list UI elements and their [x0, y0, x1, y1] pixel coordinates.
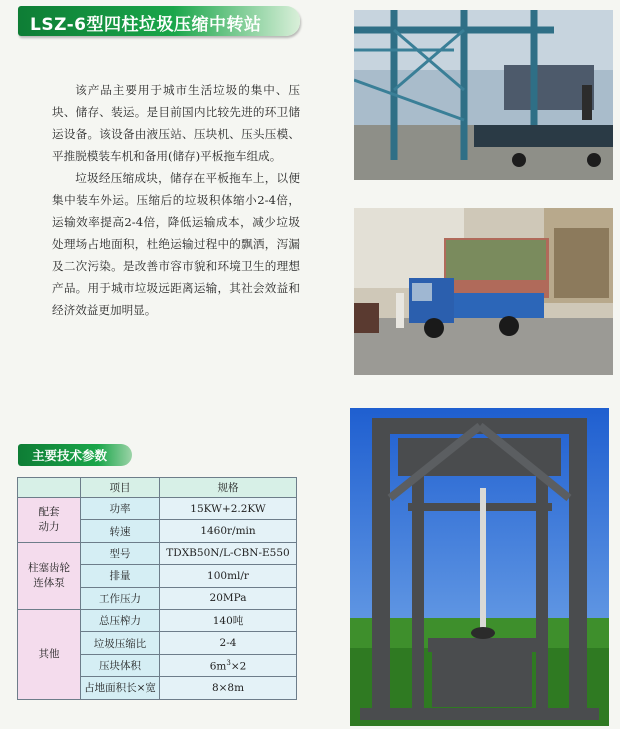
- photo-garbage-truck: [354, 208, 613, 375]
- item-cell: 垃圾压缩比: [81, 632, 160, 654]
- title-banner: [18, 6, 300, 36]
- item-cell: 排量: [81, 565, 160, 587]
- value-cell: 100ml/r: [160, 565, 297, 587]
- value-cell: 20MPa: [160, 587, 297, 609]
- intro-paragraph-1: 该产品主要用于城市生活垃圾的集中、压块、储存、装运。是目前国内比较先进的环卫储运设备。该设备由液压站、压块机、压头压模、平推脱模装车机和备用(储存)平板拖车组成。: [52, 83, 300, 163]
- group-cell-pump: 柱塞齿轮 连体泵: [18, 542, 81, 609]
- value-cell: TDXB50N/L-CBN-E550: [160, 542, 297, 564]
- item-cell: 工作压力: [81, 587, 160, 609]
- intro-paragraph-2: 垃圾经压缩成块，储存在平板拖车上，以便集中装车外运。压缩后的垃圾积体缩小2-4倍，运输效率提高2-4倍，降低运输成本，减少垃圾处理场占地面积，杜绝运输过程中的飘洒，泻漏及二次污染。是改善市容市貌和环境卫生的理想产品。用于城市垃圾远距离运输，其社会效益和经济效益更加明显。: [52, 171, 300, 317]
- value-cell: $6m^3\times 2$: [160, 654, 297, 676]
- item-cell: 占地面积长×宽: [81, 677, 160, 699]
- item-cell: 型号: [81, 542, 160, 564]
- group-cell-power: 配套 动力: [18, 498, 81, 543]
- table-row: [18, 609, 297, 631]
- photo-station-structure: [354, 10, 613, 180]
- value-cell: 140吨: [160, 609, 297, 631]
- table-header-row: [18, 478, 297, 498]
- specs-section-title: 主要技术参数: [32, 448, 108, 463]
- header-cell-item: 项目: [81, 478, 160, 498]
- header-cell-blank: [18, 478, 81, 498]
- header-cell-spec: 规格: [160, 478, 297, 498]
- item-cell: 转速: [81, 520, 160, 542]
- item-cell: 功率: [81, 498, 160, 520]
- group-cell-other: 其他: [18, 609, 81, 699]
- specs-section-tag: [18, 444, 132, 466]
- intro-text: [52, 79, 300, 321]
- item-cell: 总压榨力: [81, 609, 160, 631]
- table-row: [18, 542, 297, 564]
- value-cell: 2-4: [160, 632, 297, 654]
- value-cell: 1460r/min: [160, 520, 297, 542]
- table-row: [18, 498, 297, 520]
- page-title: LSZ-6型四柱垃圾压缩中转站: [30, 15, 262, 35]
- value-cell: 8×8m: [160, 677, 297, 699]
- spec-table: [17, 477, 297, 700]
- item-cell: 压块体积: [81, 654, 160, 676]
- value-cell: 15KW+2.2KW: [160, 498, 297, 520]
- photo-four-column-frame: [350, 408, 609, 726]
